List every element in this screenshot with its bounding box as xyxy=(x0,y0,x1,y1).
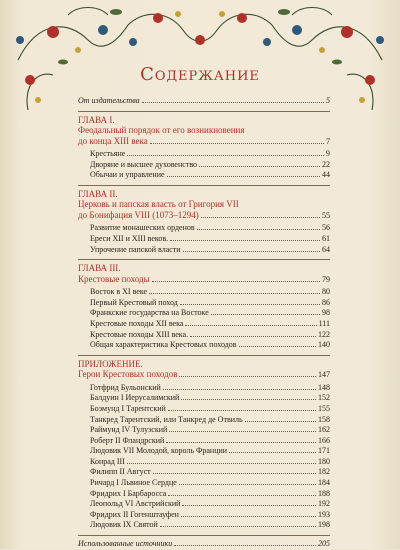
toc-entry-chapter-1[interactable]: до конца XIII века 7 xyxy=(78,135,330,146)
toc-entry[interactable]: Крестовые походы XII века 111 xyxy=(90,318,330,328)
toc-entry-chapter-2[interactable]: до Бонифация VIII (1073–1294) 55 xyxy=(78,209,330,220)
toc-entry-preface[interactable]: От издательства 5 xyxy=(78,96,330,105)
section-list xyxy=(78,383,330,531)
sources-block xyxy=(78,535,330,550)
toc-entry[interactable]: Готфрид Бульонский 148 xyxy=(90,382,330,392)
toc-entry[interactable]: Обычаи и управление 44 xyxy=(90,170,330,180)
toc-entry[interactable]: Упрочение папской власти 64 xyxy=(90,244,330,254)
section-list xyxy=(78,149,330,181)
toc-entry-appendix[interactable]: Герои Крестовых походов 147 xyxy=(78,369,330,380)
toc-entry[interactable]: Леопольд VI Австрийский 192 xyxy=(90,499,330,509)
section-list xyxy=(78,287,330,351)
toc-entry[interactable]: Конрад III 180 xyxy=(90,456,330,466)
appendix-label: ПРИЛОЖЕНИЕ. xyxy=(78,358,143,369)
toc-entry[interactable]: Балдуин I Иерусалимский 152 xyxy=(90,393,330,403)
toc-entry[interactable]: Роберт II Фландрский 166 xyxy=(90,435,330,445)
section-list xyxy=(78,223,330,255)
toc-entry[interactable]: Танкред Тарентский, или Танкред де Отвиль 158 xyxy=(90,414,330,424)
toc-entry[interactable]: Людовик VII Молодой, король Франции 171 xyxy=(90,446,330,456)
chapter-title: Феодальный порядок от его возникновения xyxy=(78,125,245,136)
toc-entry[interactable]: Ереси XII и XIII веков. 61 xyxy=(90,233,330,243)
toc-entry[interactable]: Франкские государства на Востоке 98 xyxy=(90,308,330,318)
toc-entry[interactable]: Филипп II Август 182 xyxy=(90,467,330,477)
toc-entry[interactable]: Крестьяне 9 xyxy=(90,149,330,159)
chapter-3 xyxy=(78,259,330,351)
chapter-2 xyxy=(78,185,330,255)
chapter-label: ГЛАВА I. xyxy=(78,114,115,125)
toc-entry[interactable]: Людовик IX Святой 198 xyxy=(90,520,330,530)
toc-entry-sources[interactable]: Использованные источники 205 xyxy=(78,539,330,549)
toc-entry-chapter-3[interactable]: Крестовые походы 79 xyxy=(78,273,330,284)
toc-entry[interactable]: Крестовые походы XIII века. 122 xyxy=(90,329,330,339)
toc-entry[interactable]: Фридрих I Барбаросса 188 xyxy=(90,488,330,498)
chapter-label: ГЛАВА II. xyxy=(78,188,118,199)
table-of-contents xyxy=(78,92,330,550)
toc-entry[interactable]: Восток в XI веке 80 xyxy=(90,287,330,297)
toc-entry[interactable]: Общая характеристика Крестовых походов 140 xyxy=(90,340,330,350)
toc-entry[interactable]: Первый Крестовый поход 86 xyxy=(90,297,330,307)
chapter-title: Церковь и папская власть от Григория VII xyxy=(78,199,239,210)
toc-entry[interactable]: Раймунд IV Тулузский 162 xyxy=(90,425,330,435)
toc-entry[interactable]: Боэмунд I Тарентский 155 xyxy=(90,403,330,413)
toc-entry[interactable]: Фридрих II Гогенштауфен 193 xyxy=(90,509,330,519)
page-title: Содержание xyxy=(140,64,260,85)
chapter-label: ГЛАВА III. xyxy=(78,263,121,274)
chapter-1 xyxy=(78,111,330,181)
toc-entry[interactable]: Дворяне и высшее духовенство 22 xyxy=(90,159,330,169)
toc-entry[interactable]: Ричард I Львиное Сердце 184 xyxy=(90,478,330,488)
toc-entry[interactable]: Развитие монашеских орденов 56 xyxy=(90,223,330,233)
appendix xyxy=(78,355,330,531)
